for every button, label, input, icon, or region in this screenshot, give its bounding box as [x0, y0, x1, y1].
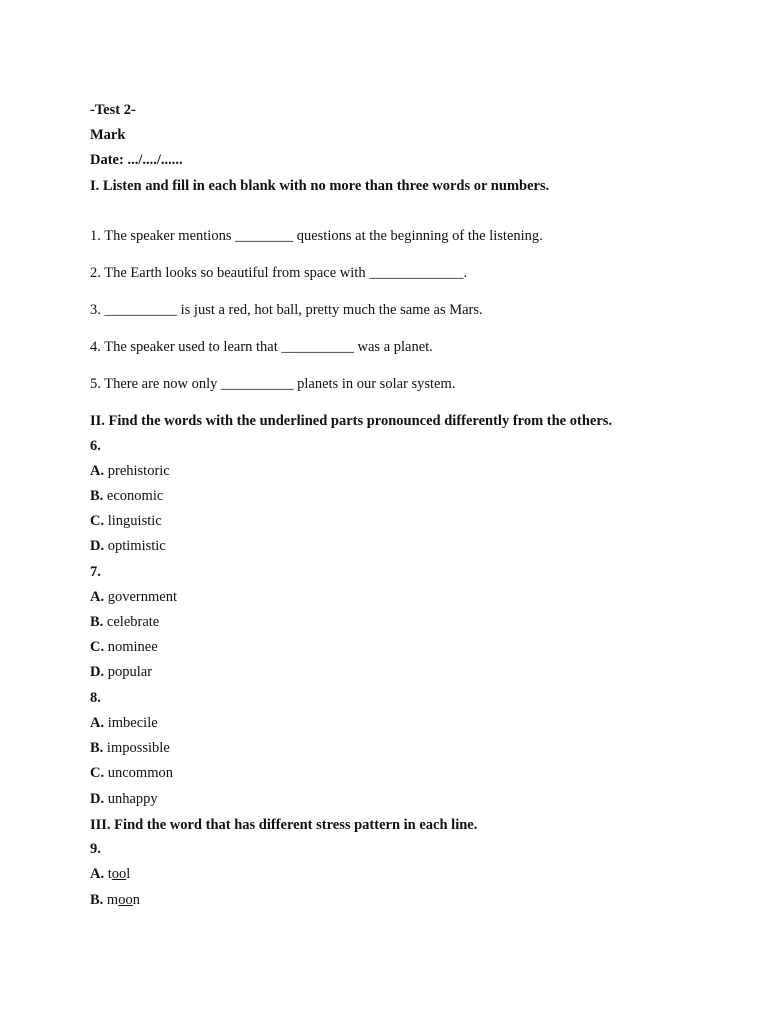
- option-word: prehistoric: [107, 463, 170, 479]
- option-letter: D.: [90, 664, 105, 680]
- option-letter: A.: [90, 463, 105, 479]
- option-word-end: n: [132, 892, 140, 908]
- underlined-part: oo: [118, 892, 133, 908]
- option-letter: B.: [90, 892, 104, 908]
- section-1-title: I. Listen and fill in each blank with no more than three words or numbers.: [90, 178, 550, 194]
- option-letter: A.: [90, 866, 105, 882]
- option-word: nominee: [107, 639, 158, 655]
- option-9a: [90, 865, 130, 883]
- question-5: 5. There are now only __________ planets in our solar system.: [90, 376, 456, 392]
- option-letter: C.: [90, 513, 105, 529]
- option-word: popular: [107, 664, 153, 680]
- test-title: -Test 2-: [90, 102, 136, 118]
- question-7-number: 7.: [90, 564, 101, 580]
- question-1: 1. The speaker mentions ________ questions at the beginning of the listening.: [90, 228, 543, 244]
- option-letter: B.: [90, 614, 104, 630]
- option-letter: A.: [90, 589, 105, 605]
- option-7d: [90, 663, 152, 681]
- underlined-part: oo: [111, 866, 127, 882]
- option-8c: [90, 764, 173, 782]
- option-letter: B.: [90, 740, 104, 756]
- option-word: economic: [106, 488, 164, 504]
- option-8a: [90, 714, 158, 732]
- option-word-start: t: [107, 866, 112, 882]
- option-letter: D.: [90, 791, 105, 807]
- option-word: government: [107, 589, 177, 605]
- question-6-number: 6.: [90, 438, 101, 454]
- option-word: imbecile: [107, 715, 158, 731]
- question-3: 3. __________ is just a red, hot ball, pretty much the same as Mars.: [90, 302, 483, 318]
- section-3-title: III. Find the word that has different stress pattern in each line.: [90, 817, 478, 833]
- option-word: impossible: [106, 740, 170, 756]
- option-7c: [90, 638, 158, 656]
- option-9b: [90, 891, 140, 909]
- question-8-number: 8.: [90, 690, 101, 706]
- option-7a: [90, 588, 177, 606]
- option-word: celebrate: [106, 614, 160, 630]
- option-letter: B.: [90, 488, 104, 504]
- mark-label: Mark: [90, 127, 126, 143]
- option-word-start: m: [106, 892, 119, 908]
- option-6a: [90, 462, 170, 480]
- option-letter: A.: [90, 715, 105, 731]
- question-9-number: 9.: [90, 841, 101, 857]
- option-word: uncommon: [107, 765, 173, 781]
- date-label: Date: .../..../......: [90, 152, 183, 168]
- option-8d: [90, 790, 158, 808]
- option-word: optimistic: [107, 538, 166, 554]
- option-letter: C.: [90, 765, 105, 781]
- option-word-end: l: [126, 866, 131, 882]
- option-word: linguistic: [107, 513, 162, 529]
- option-6b: [90, 487, 163, 505]
- option-6c: [90, 512, 162, 530]
- option-6d: [90, 537, 166, 555]
- option-7b: [90, 613, 159, 631]
- option-word: unhappy: [107, 791, 158, 807]
- option-8b: [90, 739, 170, 757]
- section-2-title: II. Find the words with the underlined parts pronounced differently from the others.: [90, 413, 613, 429]
- option-letter: D.: [90, 538, 105, 554]
- question-4: 4. The speaker used to learn that __________ was a planet.: [90, 339, 433, 355]
- question-2: 2. The Earth looks so beautiful from space with _____________.: [90, 265, 468, 281]
- option-letter: C.: [90, 639, 105, 655]
